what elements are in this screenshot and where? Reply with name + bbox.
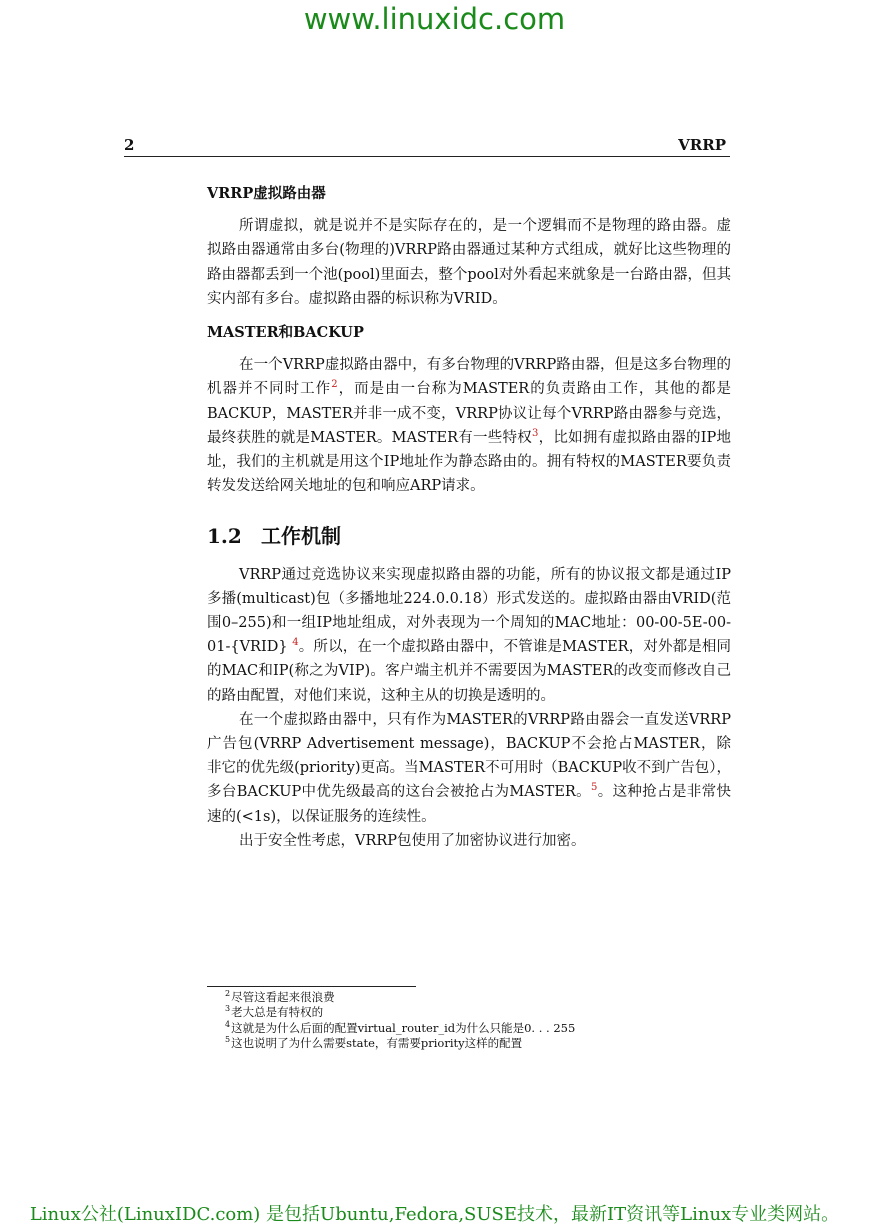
footnote-text: 尽管这看起来很浪费 <box>231 990 335 1004</box>
footnote-ref-2[interactable]: 2 <box>331 379 338 391</box>
main-text <box>207 182 731 853</box>
paragraph-mechanism-2 <box>207 708 731 829</box>
footnote-rule <box>207 986 416 987</box>
heading-virtual-router: VRRP虚拟路由器 <box>207 185 326 202</box>
text-run: ，而是由一台称为MASTER的负责路由工作，其他的都是BACKUP，MASTER并非一成不变，VRRP协议让每个VRRP路由器参与竞选，最终获胜的就是MASTER。MASTER有一些特权 <box>207 381 731 446</box>
text-run: 。这种抢占是非常快速的(<1s)，以保证服务的连续性。 <box>207 784 732 825</box>
watermark-top: www.linuxidc.com <box>303 2 566 36</box>
page-number: 2 <box>124 136 135 154</box>
section-title-text: 工作机制 <box>261 524 341 549</box>
watermark-bottom: Linux公社(LinuxIDC.com) 是包括Ubuntu,Fedora,SUSE技术，最新IT资讯等Linux专业类网站。 <box>29 1204 840 1225</box>
footnote-mark: 4 <box>225 1019 231 1029</box>
footnote-3 <box>207 1005 731 1020</box>
paragraph-mechanism-1 <box>207 563 731 708</box>
footnote-ref-4[interactable]: 4 <box>292 637 299 649</box>
text-run: 在一个VRRP虚拟路由器中，有多台物理的VRRP路由器，但是这多台物理的机器并不同时工作 <box>207 357 731 398</box>
text-run: 。所以，在一个虚拟路由器中，不管谁是MASTER，对外都是相同的MAC和IP(称之为VIP)。客户端主机并不需要因为MASTER的改变而修改自己的路由配置，对他们来说，这种主从的切换是透明的。 <box>207 639 731 704</box>
heading-master-backup: MASTER和BACKUP <box>207 324 364 342</box>
footnote-ref-3[interactable]: 3 <box>531 428 539 439</box>
footnote-ref-5[interactable]: 5 <box>591 782 598 794</box>
running-header <box>124 136 730 157</box>
footnote-text: 老大总是有特权的 <box>231 1005 324 1020</box>
footnote-mark: 5 <box>225 1035 231 1045</box>
section-number: 1.2 <box>207 524 242 549</box>
header-title: VRRP <box>678 136 726 154</box>
text-run: ，比如拥有虚拟路由器的IP地址，我们的主机就是用这个IP地址作为静态路由的。拥有特权的MASTER要负责转发发送给网关地址的包和响应ARP请求。 <box>207 429 731 495</box>
paragraph-master-backup <box>207 353 731 498</box>
footnote-4 <box>207 1021 731 1036</box>
footnote-5 <box>207 1036 731 1051</box>
paragraph-mechanism-3: 出于安全性考虑，VRRP包使用了加密协议进行加密。 <box>239 832 586 849</box>
footnote-text: 这就是为什么后面的配置virtual_router_id为什么只能是0. . . 255 <box>231 1020 576 1035</box>
section-title <box>207 524 731 548</box>
text-run: VRRP通过竞选协议来实现虚拟路由器的功能，所有的协议报文都是通过IP多播(multicast)包（多播地址224.0.0.18）形式发送的。虚拟路由器由VRID(范围0–255)和一组IP地址组成，对外表现为一个周知的MAC地址：00-00-5E-00-01-{VRID} <box>207 566 731 656</box>
footnote-text: 这也说明了为什么需要state，有需要priority这样的配置 <box>231 1035 523 1050</box>
footnote-2 <box>207 990 731 1005</box>
footnotes <box>207 986 731 1051</box>
footnote-mark: 2 <box>225 989 231 999</box>
paragraph-virtual-router: 所谓虚拟，就是说并不是实际存在的，是一个逻辑而不是物理的路由器。虚拟路由器通常由多台(物理的)VRRP路由器通过某种方式组成，就好比这些物理的路由器都丢到一个池(pool)里面去，整个pool对外看起来就象是一台路由器，但其实内部有多台。虚拟路由器的标识称为VRID。 <box>207 218 731 307</box>
text-run: 在一个虚拟路由器中，只有作为MASTER的VRRP路由器会一直发送VRRP广告包(VRRP Advertisement message)，BACKUP不会抢占MASTER，除非它的优先级(priority)更高。当MASTER不可用时（BACKUP收不到广告包），多台BACKUP中优先级最高的这台会被抢占为MASTER。 <box>207 711 731 801</box>
footnote-mark: 3 <box>225 1004 231 1014</box>
